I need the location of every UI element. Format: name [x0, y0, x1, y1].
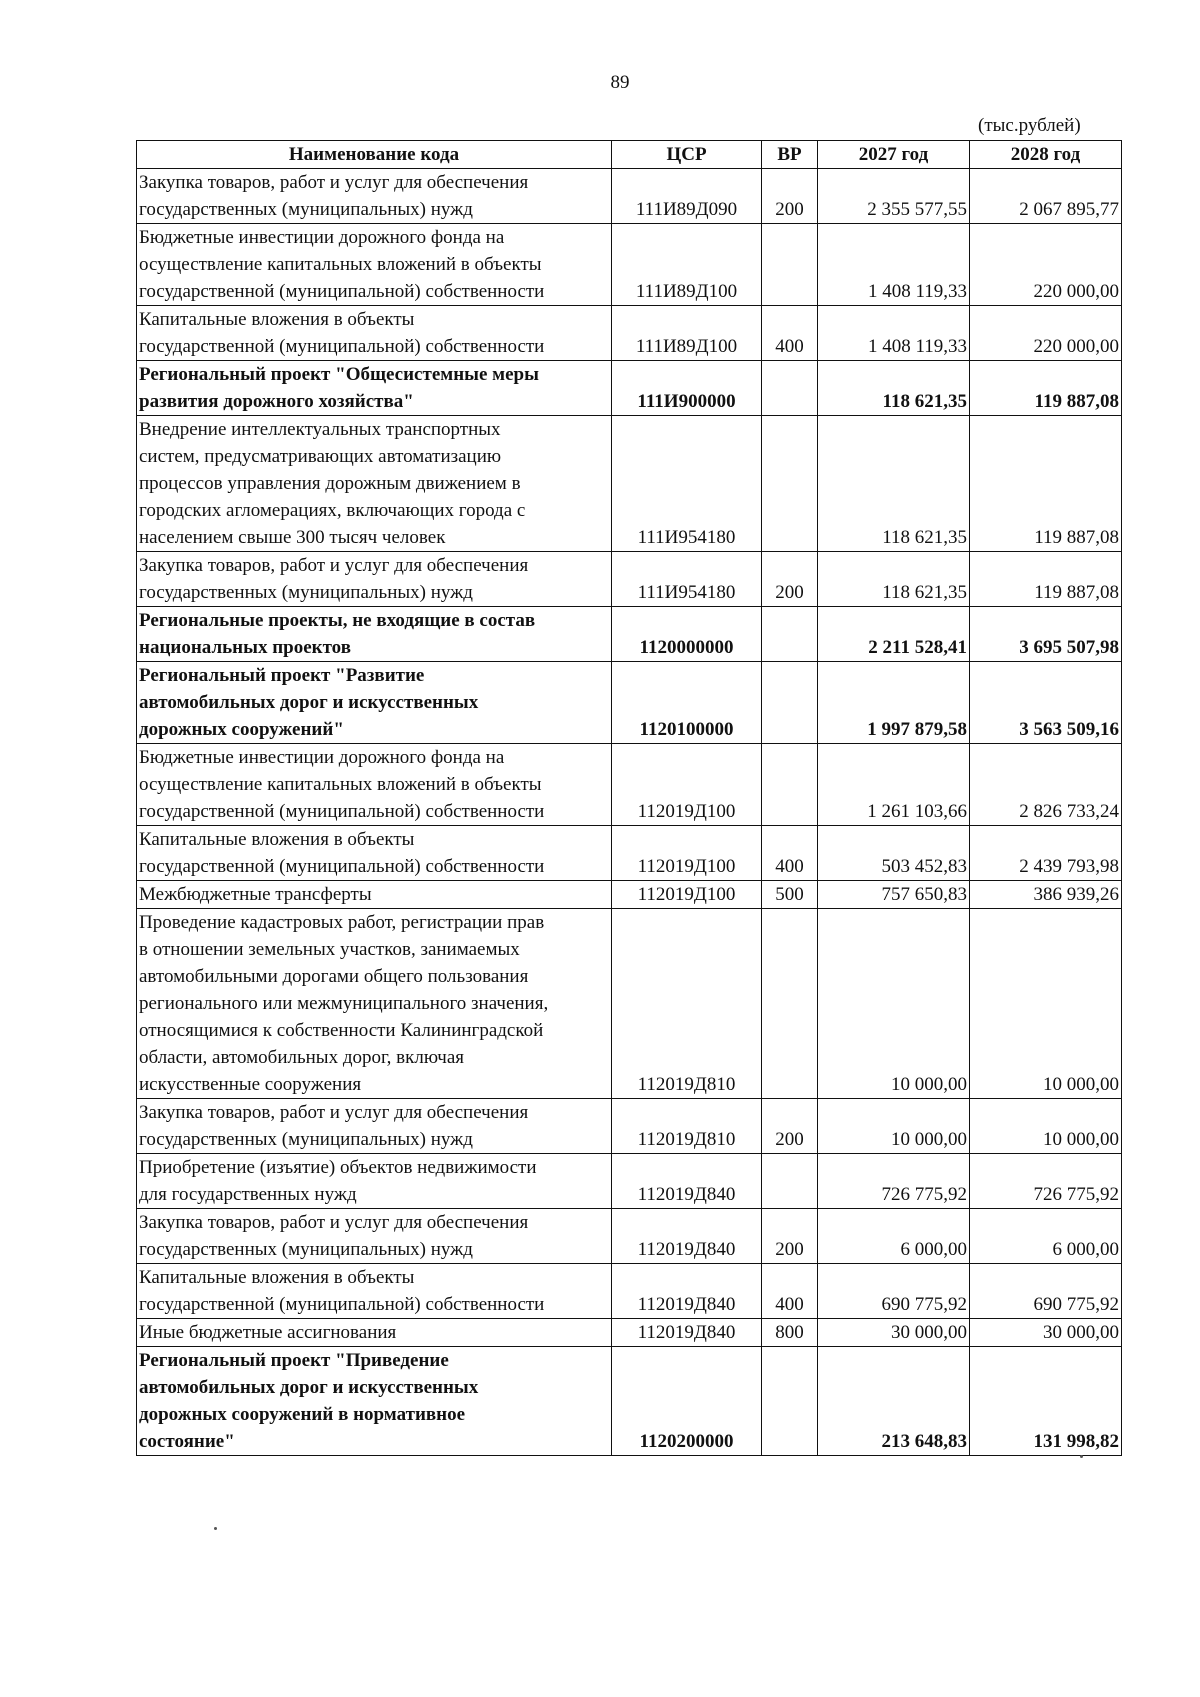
header-csr: ЦСР — [612, 141, 762, 169]
table-row — [137, 744, 1122, 826]
table-body — [137, 169, 1122, 1456]
row-csr: 112019Д100 — [612, 881, 762, 909]
row-2028: 119 887,08 — [970, 552, 1122, 607]
row-csr: 112019Д100 — [612, 826, 762, 881]
header-vr: ВР — [762, 141, 818, 169]
row-name: Капитальные вложения в объекты государственной (муниципальной) собственности — [137, 826, 612, 881]
row-name: Закупка товаров, работ и услуг для обеспечения государственных (муниципальных) нужд — [137, 552, 612, 607]
row-2028: 119 887,08 — [970, 361, 1122, 416]
row-name: Иные бюджетные ассигнования — [137, 1319, 612, 1347]
table-row — [137, 552, 1122, 607]
row-name: Закупка товаров, работ и услуг для обеспечения государственных (муниципальных) нужд — [137, 1099, 612, 1154]
row-name: Закупка товаров, работ и услуг для обеспечения государственных (муниципальных) нужд — [137, 169, 612, 224]
table-row — [137, 607, 1122, 662]
row-2028: 131 998,82 — [970, 1347, 1122, 1456]
row-2027: 2 211 528,41 — [818, 607, 970, 662]
row-vr: 500 — [762, 881, 818, 909]
row-name: Капитальные вложения в объекты государственной (муниципальной) собственности — [137, 306, 612, 361]
row-2027: 6 000,00 — [818, 1209, 970, 1264]
row-name: Приобретение (изъятие) объектов недвижимости для государственных нужд — [137, 1154, 612, 1209]
row-vr: 200 — [762, 552, 818, 607]
row-2027: 118 621,35 — [818, 361, 970, 416]
table-row — [137, 1347, 1122, 1456]
row-2027: 2 355 577,55 — [818, 169, 970, 224]
row-2028: 119 887,08 — [970, 416, 1122, 552]
row-2028: 2 067 895,77 — [970, 169, 1122, 224]
row-vr — [762, 662, 818, 744]
row-name: Бюджетные инвестиции дорожного фонда на осуществление капитальных вложений в объекты государственной (муниципальной) собственности — [137, 744, 612, 826]
row-name: Бюджетные инвестиции дорожного фонда на осуществление капитальных вложений в объекты государственной (муниципальной) собственности — [137, 224, 612, 306]
header-2028: 2028 год — [970, 141, 1122, 169]
row-2028: 6 000,00 — [970, 1209, 1122, 1264]
row-2028: 220 000,00 — [970, 224, 1122, 306]
row-name: Региональные проекты, не входящие в состав национальных проектов — [137, 607, 612, 662]
row-2027: 726 775,92 — [818, 1154, 970, 1209]
row-2028: 3 563 509,16 — [970, 662, 1122, 744]
row-2027: 1 261 103,66 — [818, 744, 970, 826]
row-2028: 3 695 507,98 — [970, 607, 1122, 662]
row-2028: 30 000,00 — [970, 1319, 1122, 1347]
table-row — [137, 416, 1122, 552]
row-csr: 111И900000 — [612, 361, 762, 416]
table-row — [137, 306, 1122, 361]
row-2027: 1 408 119,33 — [818, 224, 970, 306]
row-vr: 400 — [762, 1264, 818, 1319]
row-vr — [762, 909, 818, 1099]
row-name: Капитальные вложения в объекты государственной (муниципальной) собственности — [137, 1264, 612, 1319]
row-name: Региональный проект "Приведение автомобильных дорог и искусственных дорожных сооружений в нормативное состояние" — [137, 1347, 612, 1456]
row-2027: 690 775,92 — [818, 1264, 970, 1319]
row-2028: 386 939,26 — [970, 881, 1122, 909]
row-vr — [762, 416, 818, 552]
row-vr: 800 — [762, 1319, 818, 1347]
scan-speck — [1080, 1455, 1083, 1458]
row-name: Внедрение интеллектуальных транспортных систем, предусматривающих автоматизацию процессов управления дорожным движением в городских агломерациях, включающих города с населением свыше 300 тысяч человек — [137, 416, 612, 552]
table-row — [137, 1319, 1122, 1347]
row-csr: 112019Д840 — [612, 1154, 762, 1209]
row-2027: 1 997 879,58 — [818, 662, 970, 744]
table-row — [137, 826, 1122, 881]
table-row — [137, 1099, 1122, 1154]
units-note: (тыс.рублей) — [978, 115, 1081, 136]
row-2027: 1 408 119,33 — [818, 306, 970, 361]
row-vr — [762, 224, 818, 306]
row-csr: 111И89Д090 — [612, 169, 762, 224]
row-csr: 112019Д810 — [612, 1099, 762, 1154]
row-name: Региональный проект "Развитие автомобильных дорог и искусственных дорожных сооружений" — [137, 662, 612, 744]
table-row — [137, 881, 1122, 909]
row-name: Межбюджетные трансферты — [137, 881, 612, 909]
header-name: Наименование кода — [137, 141, 612, 169]
row-vr — [762, 1154, 818, 1209]
table-row — [137, 662, 1122, 744]
row-vr: 400 — [762, 306, 818, 361]
row-vr — [762, 607, 818, 662]
row-name: Закупка товаров, работ и услуг для обеспечения государственных (муниципальных) нужд — [137, 1209, 612, 1264]
row-vr: 200 — [762, 1209, 818, 1264]
row-name: Проведение кадастровых работ, регистрации прав в отношении земельных участков, занимаемых автомобильными дорогами общего пользования регионального или межмуниципального значения, относящимися к собственности Калининградской области, автомобильных дорог, включая искусственные сооружения — [137, 909, 612, 1099]
table-row — [137, 909, 1122, 1099]
row-vr — [762, 1347, 818, 1456]
row-vr: 400 — [762, 826, 818, 881]
row-csr: 1120200000 — [612, 1347, 762, 1456]
row-csr: 111И89Д100 — [612, 306, 762, 361]
row-2028: 10 000,00 — [970, 1099, 1122, 1154]
table-row — [137, 1209, 1122, 1264]
row-vr: 200 — [762, 169, 818, 224]
row-2028: 726 775,92 — [970, 1154, 1122, 1209]
row-2028: 220 000,00 — [970, 306, 1122, 361]
table-row — [137, 224, 1122, 306]
row-2027: 118 621,35 — [818, 416, 970, 552]
row-2028: 690 775,92 — [970, 1264, 1122, 1319]
row-name: Региональный проект "Общесистемные меры развития дорожного хозяйства" — [137, 361, 612, 416]
row-csr: 1120100000 — [612, 662, 762, 744]
row-2027: 10 000,00 — [818, 1099, 970, 1154]
table-row — [137, 169, 1122, 224]
row-2027: 757 650,83 — [818, 881, 970, 909]
table-row — [137, 361, 1122, 416]
row-csr: 111И89Д100 — [612, 224, 762, 306]
scan-speck — [214, 1527, 217, 1530]
row-csr: 112019Д840 — [612, 1319, 762, 1347]
row-csr: 111И954180 — [612, 416, 762, 552]
budget-table — [136, 140, 1122, 1456]
row-csr: 111И954180 — [612, 552, 762, 607]
row-vr — [762, 361, 818, 416]
row-2027: 503 452,83 — [818, 826, 970, 881]
row-2028: 2 439 793,98 — [970, 826, 1122, 881]
row-2027: 30 000,00 — [818, 1319, 970, 1347]
row-vr: 200 — [762, 1099, 818, 1154]
row-2027: 213 648,83 — [818, 1347, 970, 1456]
page-number: 89 — [610, 72, 630, 93]
table-row — [137, 1264, 1122, 1319]
row-2027: 10 000,00 — [818, 909, 970, 1099]
row-2027: 118 621,35 — [818, 552, 970, 607]
row-2028: 10 000,00 — [970, 909, 1122, 1099]
row-2028: 2 826 733,24 — [970, 744, 1122, 826]
row-vr — [762, 744, 818, 826]
header-2027: 2027 год — [818, 141, 970, 169]
row-csr: 112019Д810 — [612, 909, 762, 1099]
row-csr: 112019Д100 — [612, 744, 762, 826]
table-row — [137, 1154, 1122, 1209]
table-header-row — [137, 141, 1122, 169]
row-csr: 112019Д840 — [612, 1264, 762, 1319]
row-csr: 112019Д840 — [612, 1209, 762, 1264]
row-csr: 1120000000 — [612, 607, 762, 662]
